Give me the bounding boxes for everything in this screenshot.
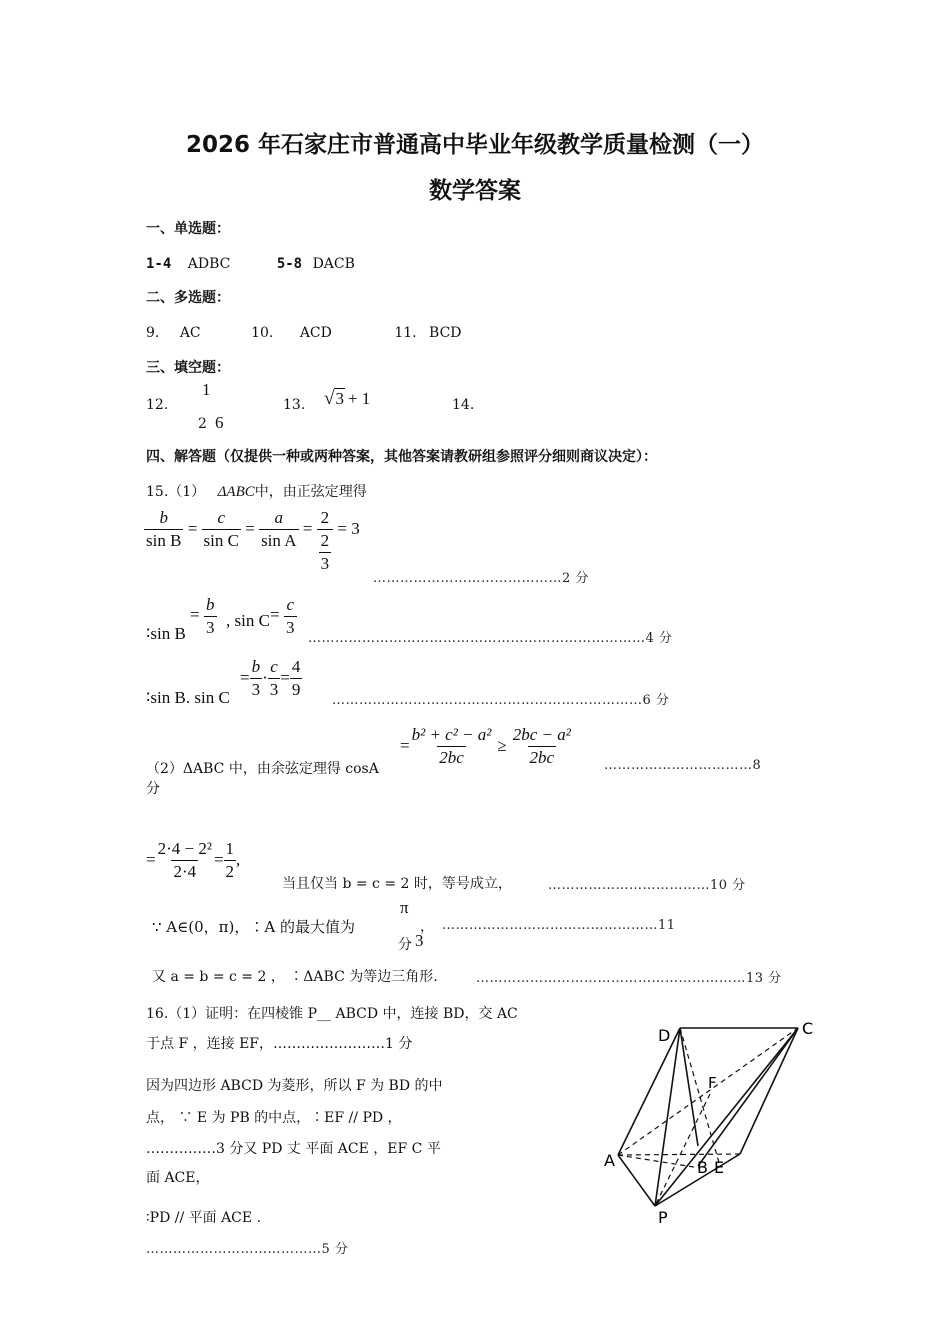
p16-line7: ∶PD // 平面 ACE . — [146, 1210, 262, 1226]
label-d: D — [658, 1026, 671, 1045]
eq1-two-b: 2 — [319, 530, 332, 553]
section4-heading: 四、解答题（仅提供一种或两种答案，其他答案请教研组参照评分细则商议决定）： — [146, 449, 657, 465]
l3-dot: · — [262, 668, 268, 687]
p15-intro — [146, 481, 367, 501]
q13-rest: + 1 — [347, 389, 371, 408]
p16-line5: ……………3 分又 PD 丈 平面 ACE ，EF C 平 — [146, 1141, 441, 1157]
edge-cb — [698, 1028, 798, 1166]
q12-denominator: 2 — [198, 416, 207, 432]
q1-answer: ADBC — [187, 256, 231, 272]
q11-answer: BCD — [429, 325, 462, 341]
q11-label: 11. — [394, 325, 417, 341]
p15-score1: ……………………………………2 分 — [373, 571, 589, 586]
p15-l2-pre: ∶sin B — [146, 624, 186, 643]
l3-four: 4 — [291, 657, 301, 676]
eq1-b: b — [159, 508, 168, 527]
p16-line8: …………………………………5 分 — [146, 1242, 349, 1257]
p15-score7: ……………………………………………………13 分 — [476, 971, 782, 986]
q13-radicand: 3 — [335, 389, 344, 408]
l4-den: 2bc — [439, 748, 464, 767]
p15-l4-pre: （2）ΔABC 中，由余弦定理得 cosA — [146, 761, 379, 777]
label-e: E — [714, 1158, 725, 1177]
l2-c: c — [286, 595, 295, 614]
eq1-two: 2 — [320, 508, 330, 527]
l4-num: b² + c² − a² — [411, 725, 492, 744]
q12-numerator: 1 — [202, 380, 211, 399]
l5-eq2: = — [213, 850, 224, 869]
p15-score2: …………………………………………………………………4 分 — [308, 631, 673, 646]
p15-l2-sep: , sin C — [226, 611, 270, 630]
p15-l6-comma: ， — [420, 919, 434, 935]
q14-label: 14. — [452, 397, 475, 413]
multi-choice-row — [146, 325, 462, 341]
eq1-sinC: sin C — [203, 531, 239, 550]
p15-l2-eq2: = — [270, 605, 280, 624]
q13-answer — [324, 388, 370, 410]
l5-eq: = — [146, 850, 156, 869]
p15-l5-text: 当且仅当 b = c = 2 时，等号成立， — [282, 876, 512, 892]
p16-line3: 因为四边形 ABCD 为菱形，所以 F 为 BD 的中 — [146, 1078, 443, 1094]
p15-equation1: $\frac{b}{\text{sin B}}$ = $\frac{c}{\text{sin C}}$ = $\frac{a}{\text{sin A}}$ = 2 2 3 = 3 — [146, 508, 360, 573]
q12-label: 12. — [146, 397, 169, 413]
l4-num2: 2bc − a² — [512, 725, 571, 744]
label-c: C — [802, 1019, 814, 1038]
l3-nine: 9 — [291, 680, 301, 699]
p15-triangle: ΔABC — [217, 484, 255, 500]
l3-b: b — [251, 657, 261, 676]
p15-l4-eq — [400, 724, 573, 769]
eq1-sinB: sin B — [146, 531, 182, 550]
p15-score6: …………………………………………11 — [442, 918, 676, 933]
q9-answer: AC — [179, 325, 201, 341]
l3-eq2: = — [280, 668, 290, 687]
section1-heading: 一、单选题： — [146, 221, 230, 237]
l5-one: 1 — [225, 839, 235, 858]
pyramid-figure — [600, 1018, 820, 1228]
p15-number: 15.（1） — [146, 484, 206, 500]
l2-b: b — [206, 595, 215, 614]
q2-answer: DACB — [312, 256, 355, 272]
q1-label: 1-4 — [146, 256, 172, 272]
p15-l3-pre: ∶sin B. sin C — [146, 688, 230, 707]
l5-den: 2·4 — [173, 862, 197, 881]
p15-score4-unit: 分 — [146, 781, 160, 797]
eq1-a: a — [274, 508, 284, 527]
l4-ge: ≥ — [497, 736, 507, 755]
p15-l7-text: 又 a = b = c = 2 ， ∶ΔABC 为等边三角形. — [152, 969, 438, 985]
label-p: P — [658, 1208, 668, 1227]
p15-l5-eq — [146, 838, 240, 883]
p16-line2: 于点 F ，连接 EF，……………………1 分 — [146, 1036, 413, 1052]
p15-l3-eq — [240, 656, 302, 701]
p15-l2-eq: = — [190, 605, 200, 624]
p16-line1: 16.（1）证明：在四棱锥 P__ ABCD 中，连接 BD，交 AC — [146, 1006, 518, 1022]
eq1-three: 3 — [320, 554, 330, 573]
p15-score3: ……………………………………………………………6 分 — [332, 693, 670, 708]
p15-score4: ……………………………8 — [604, 758, 762, 773]
p16-line6: 面 ACE， — [146, 1170, 210, 1186]
l2-three: 3 — [206, 618, 215, 637]
p15-score5: ………………………………10 分 — [548, 878, 746, 893]
edge-ap — [618, 1155, 655, 1206]
label-b: B — [697, 1158, 708, 1177]
eq1-sinA: sin A — [261, 531, 297, 550]
edge-ce — [740, 1028, 798, 1154]
p15-l6-pi: π — [400, 898, 409, 917]
q10-label: 10. — [251, 325, 274, 341]
section3-heading: 三、填空题： — [146, 360, 230, 376]
p15-l6-fen: 分 — [398, 937, 412, 953]
eq1-result: 3 — [351, 519, 360, 538]
p15-l2-frac-c — [284, 594, 297, 639]
l5-num: 2·4 − 2² — [157, 839, 212, 858]
l2-three-b: 3 — [286, 618, 295, 637]
q12-rest: 6 — [215, 413, 224, 432]
l5-two: 2 — [225, 862, 235, 881]
p15-l6-three: 3 — [415, 931, 424, 950]
l4-den2: 2bc — [529, 748, 555, 767]
l3-three-b: 3 — [269, 680, 279, 699]
l3-eq: = — [240, 668, 250, 687]
page-title: 2026 年石家庄市普通高中毕业年级教学质量检测（一） — [185, 132, 765, 158]
eq1-c: c — [217, 508, 226, 527]
p15-intro-text: 中，由正弦定理得 — [254, 484, 367, 500]
p16-line4: 点， ∵ E 为 PB 的中点，∶EF // PD ， — [146, 1110, 402, 1126]
l3-c: c — [270, 657, 278, 676]
q10-answer: ACD — [299, 325, 332, 341]
page-subtitle: 数学答案 — [429, 178, 521, 204]
sqrt-symbol: √ — [324, 388, 335, 409]
l4-eq: = — [400, 736, 410, 755]
q2-label: 5-8 — [276, 256, 303, 272]
l5-comma: , — [236, 850, 241, 869]
section2-heading: 二、多选题： — [146, 290, 230, 306]
q9-label: 9. — [146, 325, 160, 341]
l3-three: 3 — [251, 680, 261, 699]
dash-ae — [618, 1154, 740, 1155]
label-f: F — [708, 1074, 717, 1092]
q13-label: 13. — [283, 397, 306, 413]
single-choice-row — [146, 256, 355, 272]
label-a: A — [604, 1151, 615, 1170]
edge-db — [680, 1028, 698, 1146]
p15-l2-frac-b — [204, 594, 217, 639]
p15-l6-pre: ∵ A∈(0，π)，∶A 的最大值为 — [152, 918, 355, 936]
